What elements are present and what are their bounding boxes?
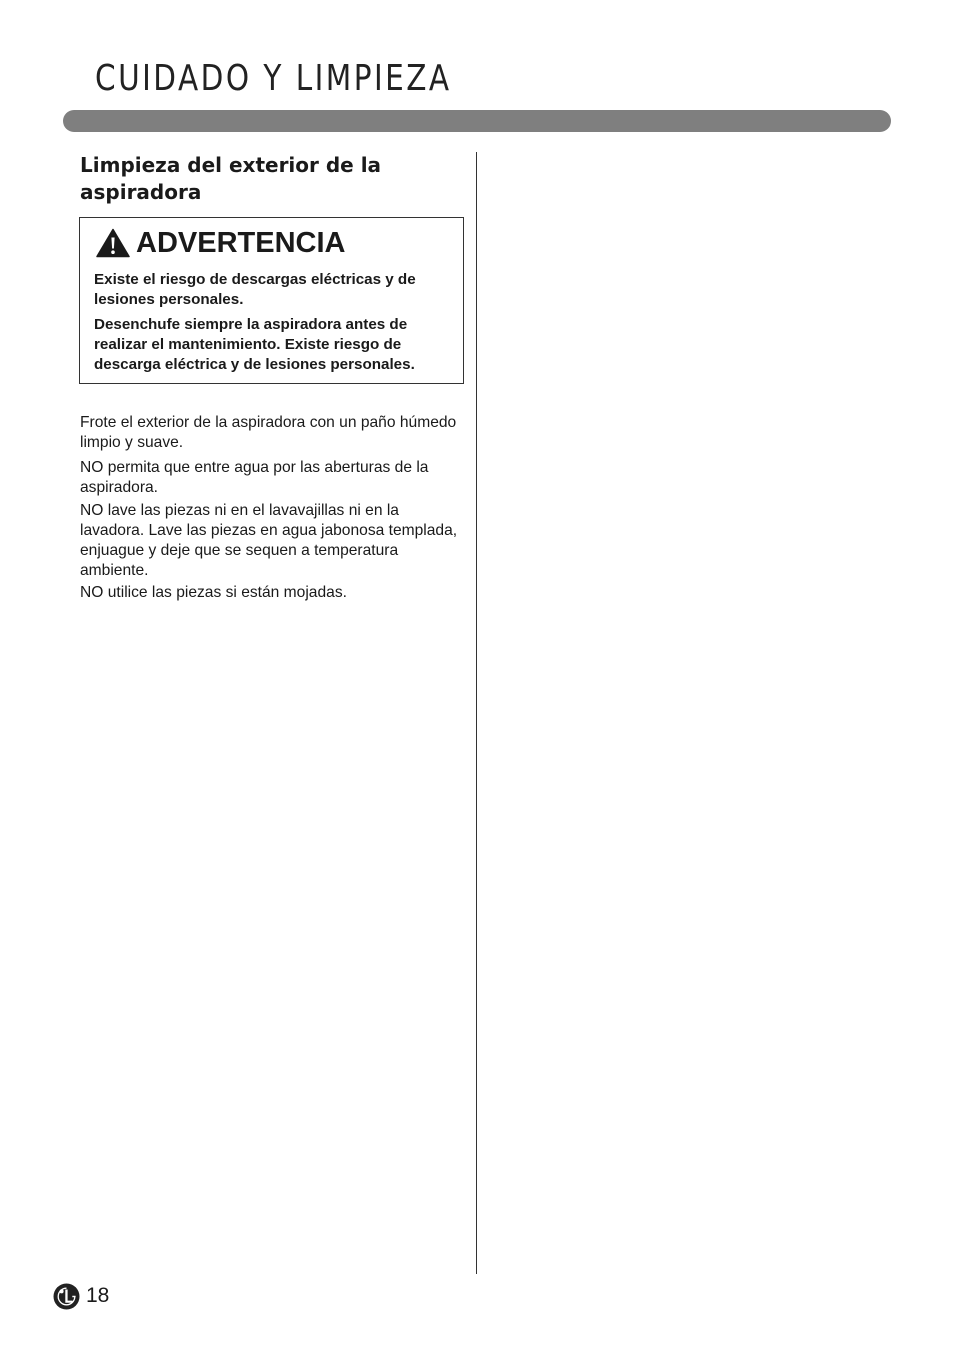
warning-text: Desenchufe siempre la aspiradora antes de realizar el mantenimiento. Existe riesgo de descarga eléctrica y de lesiones personales.: [94, 316, 415, 373]
body-paragraph: NO lave las piezas ni en el lavavajillas ni en la lavadora. Lave las piezas en agua jabonosa templada, enjuague y deje que se sequen a temperatura ambiente.: [80, 502, 458, 579]
body-paragraph: Frote el exterior de la aspiradora con un paño húmedo limpio y suave.: [80, 414, 457, 451]
section-heading: Limpieza del exterior de la aspiradora: [80, 153, 382, 204]
warning-text: Existe el riesgo de descargas eléctricas y de lesiones personales.: [94, 271, 416, 308]
page-title: CUIDADO Y LIMPIEZA: [95, 58, 452, 99]
column-divider: [476, 152, 477, 1274]
warning-title: ADVERTENCIA: [136, 226, 346, 259]
body-paragraph: NO utilice las piezas si están mojadas.: [80, 584, 347, 601]
warning-header: [96, 226, 345, 260]
lg-logo-icon: [53, 1283, 80, 1310]
warning-triangle-icon: [96, 228, 130, 258]
warning-box: [79, 217, 464, 384]
page-number: 18: [86, 1284, 110, 1307]
body-paragraph: NO permita que entre agua por las aberturas de la aspiradora.: [80, 459, 429, 496]
title-bar: [63, 110, 891, 132]
